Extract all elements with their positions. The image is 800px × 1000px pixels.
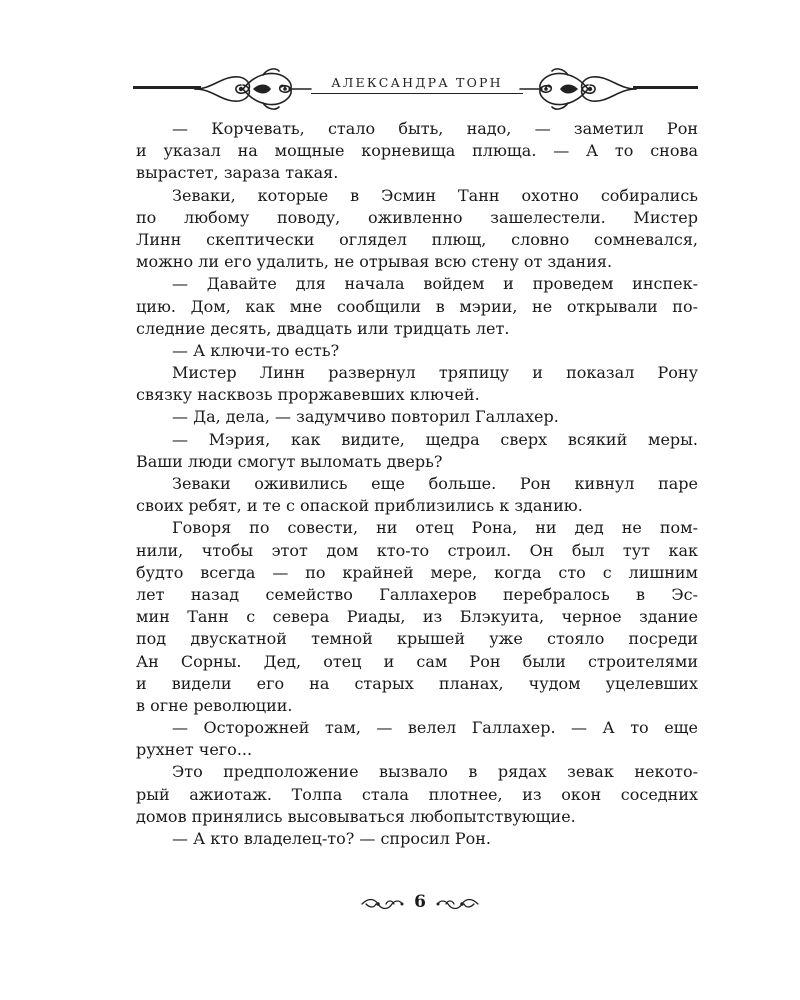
- text-line: — А ключи-то есть?: [172, 340, 340, 360]
- paragraph: [136, 185, 698, 274]
- text-line: в огне революции.: [136, 695, 293, 715]
- header-title-underline: [311, 93, 523, 94]
- text-line: по любому поводу, оживленно зашелестели. Мистер: [136, 207, 698, 227]
- text-line: мин Танн с севера Риады, из Блэкуита, черное здание: [136, 607, 698, 627]
- text-line: Линн скептически оглядел плющ, словно сомневался,: [136, 229, 698, 249]
- paragraph: [136, 517, 698, 717]
- page-footer: [360, 890, 480, 918]
- text-line: и видели его на старых планах, чудом уцелевших: [136, 673, 698, 693]
- text-line: — Давайте для начала войдем и проведем инспек-: [172, 274, 698, 294]
- text-line: цию. Дом, как мне сообщили в мэрии, не открывали по-: [136, 296, 698, 316]
- text-line: следние десять, двадцать или тридцать лет.: [136, 318, 510, 338]
- text-line: Ан Сорны. Дед, отец и сам Рон были строителями: [136, 651, 698, 671]
- text-line: своих ребят, и те с опаской приблизились к зданию.: [136, 496, 583, 516]
- text-line: — Да, дела, — задумчиво повторил Галлахер.: [172, 407, 559, 427]
- paragraph: [136, 828, 698, 850]
- text-line: Это предположение вызвало в рядах зевак некото-: [172, 762, 698, 782]
- text-line: Зеваки, которые в Эсмин Танн охотно собирались: [172, 185, 698, 205]
- flourish-ornament-right-icon: [518, 65, 638, 113]
- text-line: и указал на мощные корневища плюща. — А то снова: [136, 141, 698, 161]
- text-line: домов принялись высовываться любопытствующие.: [136, 806, 576, 826]
- paragraph: [136, 362, 698, 406]
- paragraph: [136, 273, 698, 340]
- text-line: — Мэрия, как видите, щедра сверх всякий меры.: [172, 429, 698, 449]
- text-line: лет назад семейство Галлахеров перебралось в Эс-: [136, 584, 698, 604]
- header-rule-right: [633, 86, 698, 89]
- text-line: — А кто владелец-то? — спросил Рон.: [172, 829, 491, 848]
- paragraph: [136, 473, 698, 517]
- text-line: вырастет, зараза такая.: [136, 163, 339, 183]
- paragraph: [136, 118, 698, 185]
- text-line: нили, чтобы этот дом кто-то строил. Он был тут как: [136, 540, 698, 560]
- text-line: будто всегда — по крайней мере, когда сто с лишним: [136, 562, 698, 582]
- running-header: [133, 62, 698, 114]
- flourish-ornament-left-icon: [193, 65, 313, 113]
- paragraph: [136, 717, 698, 761]
- body-text: [136, 118, 698, 850]
- paragraph: [136, 340, 698, 362]
- author-name: АЛЕКСАНДРА ТОРН: [331, 75, 503, 90]
- text-line: Говоря по совести, ни отец Рона, ни дед не пом-: [172, 518, 698, 538]
- text-line: рый ажиотаж. Толпа стала плотнее, из окон соседних: [136, 784, 698, 804]
- header-rule-left: [133, 86, 201, 89]
- text-line: Зеваки оживились еще больше. Рон кивнул паре: [172, 474, 698, 493]
- text-line: можно ли его удалить, не отрывая всю стену от здания.: [136, 252, 613, 272]
- paragraph: [136, 429, 698, 473]
- footer-ornament-left-icon: [360, 896, 404, 912]
- text-line: — Корчевать, стало быть, надо, — заметил Рон: [172, 119, 698, 138]
- text-line: под двускатной темной крышей уже стояло посреди: [136, 629, 698, 649]
- paragraph: [136, 761, 698, 828]
- text-line: Мистер Линн развернул тряпицу и показал Рону: [172, 363, 698, 383]
- text-line: рухнет чего...: [136, 740, 253, 760]
- text-line: Ваши люди смогут выломать дверь?: [136, 451, 443, 471]
- text-line: — Осторожней там, — велел Галлахер. — А то еще: [172, 718, 698, 738]
- page-number: 6: [414, 892, 426, 912]
- text-line: связку насквозь проржавевших ключей.: [136, 385, 480, 405]
- footer-ornament-right-icon: [436, 896, 480, 912]
- paragraph: [136, 406, 698, 428]
